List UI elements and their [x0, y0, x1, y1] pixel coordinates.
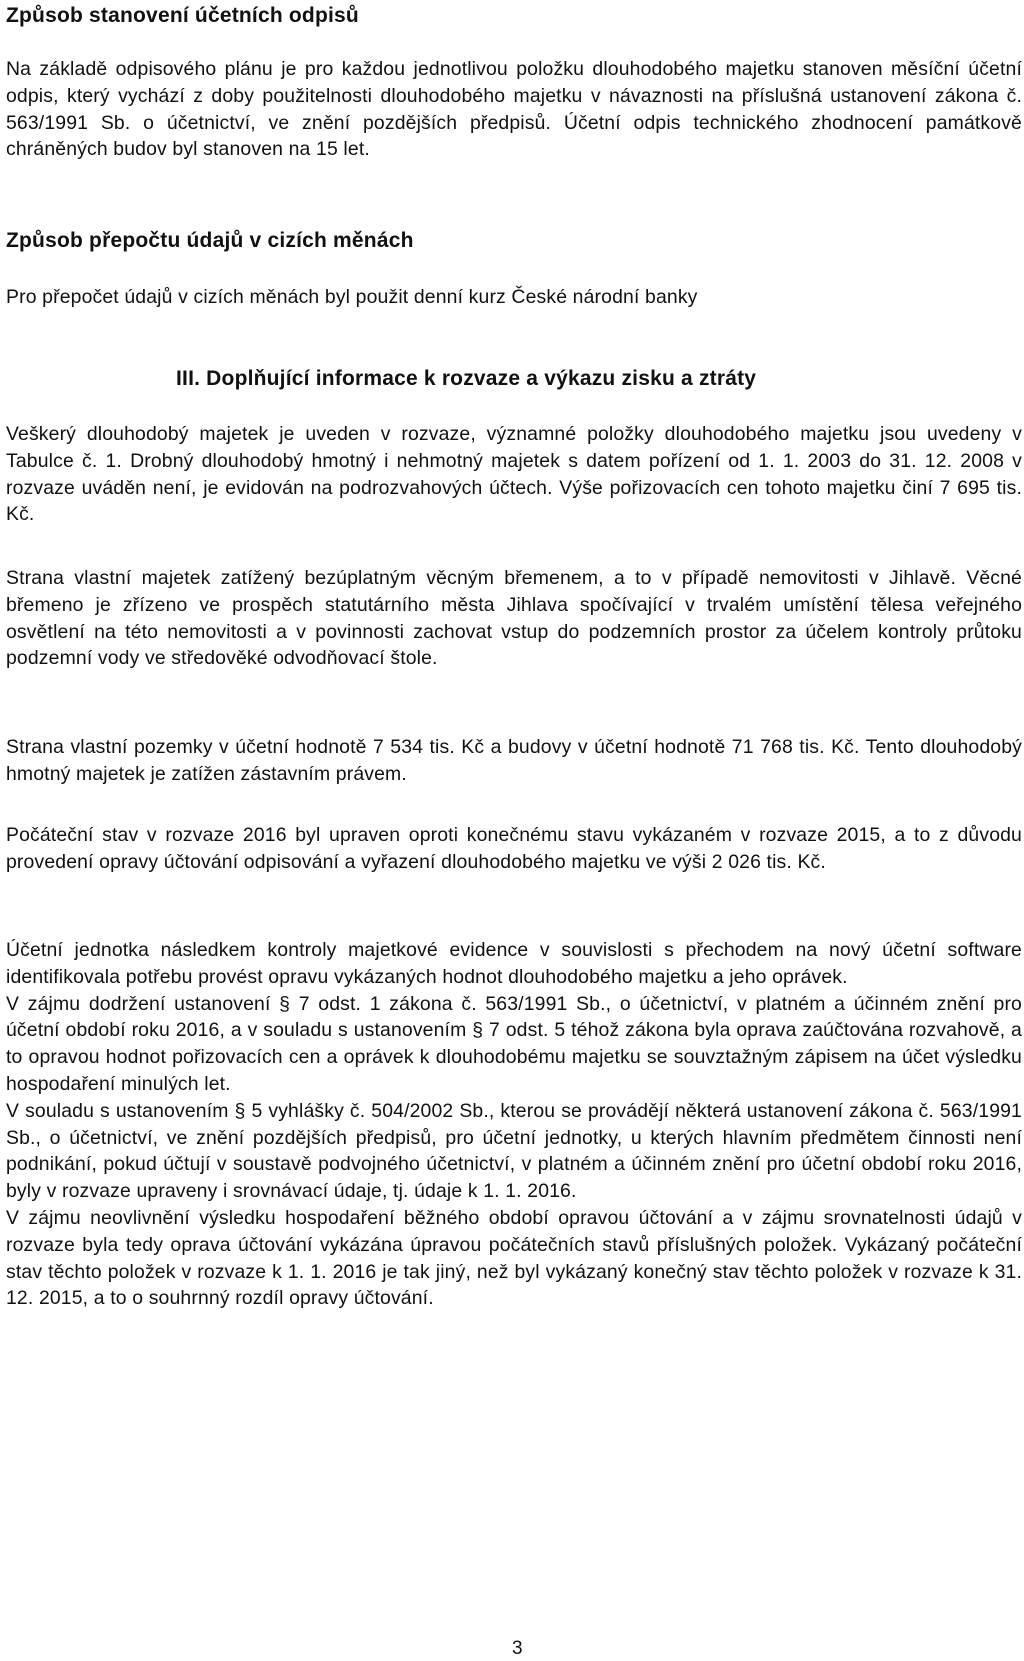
document-page [6, 0, 1024, 1661]
paragraph-pledged-assets: Strana vlastní pozemky v účetní hodnotě 7 534 tis. Kč a budovy v účetní hodnotě 71 768 tis. Kč. Tento dlouhodobý hmotný majetek je zatížen zástavním právem. [6, 736, 1022, 785]
paragraph-long-term-assets: Veškerý dlouhodobý majetek je uveden v rozvaze, významné položky dlouhodobého majetku jsou uvedeny v Tabulce č. 1. Drobný dlouhodobý hmotný i nehmotný majetek s datem pořízení od 1. 1. 2003 do 31. 12. 2008 v rozvaze uváděn není, je evidován na podrozvahových účtech. Výše pořizovacích cen tohoto majetku činí 7 695 tis. Kč. [6, 423, 1022, 526]
paragraph-comparative-data: V souladu s ustanovením § 5 vyhlášky č. 504/2002 Sb., kterou se provádějí některá ustanovení zákona č. 563/1991 Sb., o účetnictví, ve znění pozdějších předpisů, pro účetní jednotky, u kterých hlavním předmětem činnosti není podnikání, pokud účtují v soustavě podvojného účetnictví, v platném a účinném znění pro účetní období roku 2016, byly v rozvaze upraveny i srovnávací údaje, tj. údaje k 1. 1. 2016. [6, 1099, 1022, 1203]
paragraph-software-correction: Účetní jednotka následkem kontroly majetkové evidence v souvislosti s přechodem na nový účetní software identifikovala potřebu provést opravu vykázaných hodnot dlouhodobého majetku a jeho oprávek. [6, 939, 1022, 988]
heading-depreciation-method: Způsob stanovení účetních odpisů [6, 4, 359, 27]
paragraph-legal-basis: V zájmu dodržení ustanovení § 7 odst. 1 zákona č. 563/1991 Sb., o účetnictví, v platném a účinném znění pro účetní období roku 2016, a v souladu s ustanovením § 7 odst. 5 téhož zákona byla oprava zaúčtována rozvahově, a to opravou hodnot pořizovacích cen a oprávek k dlouhodobému majetku se souvztažným zápisem na účet výsledku hospodaření minulých let. [6, 992, 1022, 1095]
heading-section-iii: III. Doplňující informace k rozvaze a výkazu zisku a ztráty [176, 367, 757, 390]
paragraph-easement: Strana vlastní majetek zatížený bezúplatným věcným břemenem, a to v případě nemovitosti v Jihlavě. Věcné břemeno je zřízeno ve prospěch statutárního města Jihlava spočívající v trvalém umístění tělesa veřejného osvětlení na této nemovitosti a v povinnosti zachovat vstup do podzemních prostor za účelem kontroly průtoku podzemní vody ve středověké odvodňovací štole. [6, 567, 1022, 670]
paragraph-depreciation-method: Na základě odpisového plánu je pro každou jednotlivou položku dlouhodobého majetku stanoven měsíční účetní odpis, který vychází z doby použitelnosti dlouhodobého majetku v návaznosti na příslušná ustanovení zákona č. 563/1991 Sb. o účetnictví, ve znění pozdějších předpisů. Účetní odpis technického zhodnocení památkově chráněných budov byl stanoven na 15 let. [6, 58, 1022, 161]
correction-explanation-block [6, 937, 1022, 1312]
paragraph-currency-conversion: Pro přepočet údajů v cizích měnách byl použit denní kurz České národní banky [6, 286, 698, 308]
paragraph-opening-balance: Počáteční stav v rozvaze 2016 byl upraven oproti konečnému stavu vykázaném v rozvaze 2015, a to z důvodu provedení opravy účtování odpisování a vyřazení dlouhodobého majetku ve výši 2 026 tis. Kč. [6, 824, 1022, 873]
heading-currency-conversion: Způsob přepočtu údajů v cizích měnách [6, 229, 414, 252]
paragraph-correction-result: V zájmu neovlivnění výsledku hospodaření běžného období opravou účtování a v zájmu srovnatelnosti údajů v rozvaze byla tedy oprava účtování vykázána úpravou počátečních stavů příslušných položek. Vykázaný počáteční stav těchto položek v rozvaze k 1. 1. 2016 je tak jiný, než byl vykázaný konečný stav těchto položek v rozvaze k 31. 12. 2015, a to o souhrnný rozdíl opravy účtování. [6, 1206, 1022, 1310]
page-number: 3 [512, 1638, 523, 1659]
